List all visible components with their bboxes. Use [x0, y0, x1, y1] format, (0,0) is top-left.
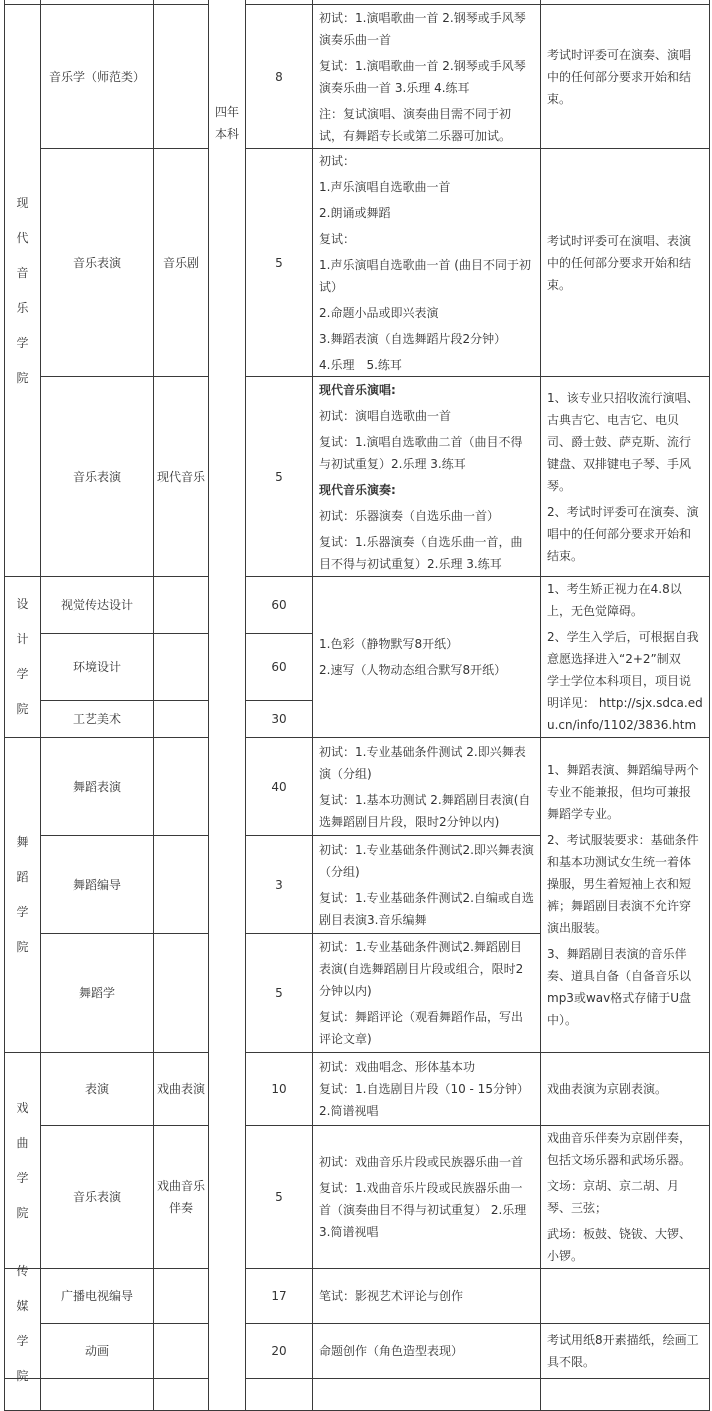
major-cell: [40, 4, 154, 149]
next-row-cell: [312, 1378, 541, 1411]
design-exam-content-cell: [312, 576, 541, 738]
exam-content-text: 2.朗诵或舞蹈: [319, 205, 391, 220]
major-name: 舞蹈学: [78, 986, 115, 1000]
notes-text: 戏曲表演为京剧表演。: [547, 1082, 668, 1096]
exam-content-cell: [312, 148, 541, 377]
major-cell: [40, 737, 154, 836]
college-name: 设 计 学 院: [16, 597, 29, 716]
major-cell: [40, 633, 154, 701]
exam-content-cell: [312, 835, 541, 934]
exam-content-text: 3.舞蹈表演（自选舞蹈片段2分钟）: [319, 331, 507, 346]
direction-cell: [153, 1125, 209, 1269]
exam-content-text: 初试：: [319, 153, 356, 168]
exam-content-text: 复试：舞蹈评论（观看舞蹈作品，写出 评论文章): [319, 1010, 524, 1046]
major-name: 舞蹈编导: [72, 877, 121, 892]
college-cell: [4, 4, 41, 577]
exam-content-text: 复试：1.基本功测试 2.舞蹈剧目表演(自 选舞蹈剧目片段，限时2分钟以内): [319, 792, 531, 829]
next-row-cell: [245, 1378, 313, 1411]
major-name: 动画: [84, 1344, 109, 1358]
enrollment-count: 17: [271, 1289, 287, 1303]
exam-content-text: 复试：1.专业基础条件测试2.自编或自选 剧目表演3.音乐编舞: [319, 890, 534, 927]
exam-content-text: 复试：1.演唱自选歌曲二首（曲目不得 与初试重复）2.乐理 3.练耳: [319, 434, 523, 471]
major-cell: [40, 933, 154, 1053]
notes-text: 2、考试服装要求：基础条件 和基本功测试女生统一着体 操服，男生着短袖上衣和短 裤；舞蹈剧目表演不允许穿 演出服装。: [547, 833, 699, 935]
exam-content-text: 现代音乐演唱:: [319, 382, 396, 397]
major-name: 广播电视编导: [60, 1289, 133, 1303]
enrollment-count: 40: [271, 779, 287, 794]
major-name: 环境设计: [72, 660, 121, 674]
enrollment-count: 8: [275, 69, 283, 84]
major-cell: [40, 1125, 154, 1269]
exam-content-text: 复试：1.演唱歌曲一首 2.钢琴或手风琴 演奏乐曲一首 3.乐理 4.练耳: [319, 58, 526, 95]
notes-cell: [540, 1268, 710, 1324]
count-cell: [245, 633, 313, 701]
notes-cell: [540, 4, 710, 149]
major-cell: [40, 576, 154, 634]
major-name: 视觉传达设计: [60, 598, 133, 612]
college-cell: [4, 737, 41, 1053]
exam-content-cell: [312, 933, 541, 1053]
notes-text: 武场：板鼓、铙钹、大锣、 小锣。: [547, 1227, 692, 1263]
count-cell: [245, 376, 313, 577]
direction-name: 音乐剧: [162, 255, 199, 270]
direction-cell: [153, 148, 209, 377]
direction-cell: [153, 376, 209, 577]
exam-content-cell: [312, 376, 541, 577]
major-name: 音乐表演: [72, 255, 121, 270]
exam-content-cell: [312, 1268, 541, 1324]
major-cell: [40, 148, 154, 377]
direction-cell: [153, 4, 209, 149]
major-cell: [40, 700, 154, 738]
notes-text: 2、考试时评委可在演奏、演 唱中的任何部分要求开始和 结束。: [547, 504, 699, 563]
college-name: 舞 蹈 学 院: [16, 835, 29, 954]
notes-text: 文场：京胡、京二胡、月 琴、三弦；: [547, 1179, 680, 1215]
major-cell: [40, 1052, 154, 1126]
notes-text: 3、舞蹈剧目表演的音乐伴 奏、道具自备（自备音乐以 mp3或wav格式存储于U盘 中）。: [547, 947, 692, 1027]
exam-content-text: 注：复试演唱、演奏曲目需不同于初 试，有舞蹈专长或第二乐器可加试。: [319, 106, 512, 143]
notes-text: 1、该专业只招收流行演唱、 古典吉它、电吉它、电贝 司、爵士鼓、萨克斯、流行 键盘、双排键电子琴、手风 琴。: [547, 390, 699, 493]
exam-content-cell: [312, 737, 541, 836]
exam-content-text: 初试：1.专业基础条件测试2.即兴舞表演 （分组): [319, 842, 534, 879]
notes-cell: [540, 1125, 710, 1269]
count-cell: [245, 148, 313, 377]
direction-cell: [153, 576, 209, 634]
enrollment-count: 60: [271, 598, 287, 612]
enrollment-count: 5: [275, 469, 283, 484]
count-cell: [245, 835, 313, 934]
count-cell: [245, 933, 313, 1053]
college-name: 现 代 音 乐 学 院: [16, 195, 29, 385]
enrollment-count: 3: [275, 877, 283, 892]
notes-cell: [540, 376, 710, 577]
exam-content-text: 2.命题小品或即兴表演: [319, 305, 439, 320]
major-cell: [40, 1268, 154, 1324]
major-name: 音乐表演: [72, 469, 121, 484]
direction-cell: [153, 1052, 209, 1126]
count-cell: [245, 576, 313, 634]
next-row-cell: [540, 1378, 710, 1411]
exam-content-text: 1.声乐演唱自选歌曲一首: [319, 179, 451, 194]
exam-content-text: 2.速写（人物动态组合默写8开纸）: [319, 663, 507, 677]
notes-cell: [540, 1052, 710, 1126]
exam-content-text: 初试：演唱自选歌曲一首: [319, 408, 452, 423]
exam-content-text: 初试：乐器演奏（自选乐曲一首）: [319, 508, 500, 523]
direction-cell: [153, 633, 209, 701]
exam-content-text: 初试：戏曲音乐片段或民族器乐曲一首: [319, 1155, 524, 1169]
design-notes-cell: [540, 576, 710, 738]
exam-content-text: 初试：戏曲唱念、形体基本功 复试：1.自选剧目片段（10 - 15分钟） 2.简谱视唱: [319, 1060, 529, 1118]
enrollment-count: 10: [271, 1082, 287, 1096]
count-cell: [245, 1323, 313, 1379]
direction-cell: [153, 1323, 209, 1379]
direction-cell: [153, 1268, 209, 1324]
exam-content-text: 初试：1.专业基础条件测试2.舞蹈剧目 表演(自选舞蹈剧目片段或组合，限时2 分钟以内): [319, 940, 524, 998]
count-cell: [245, 1125, 313, 1269]
direction-cell: [153, 737, 209, 836]
count-cell: [245, 4, 313, 149]
dance-notes-cell: [540, 737, 710, 1053]
notes-cell: [540, 1323, 710, 1379]
major-cell: [40, 835, 154, 934]
notes-cell: [540, 148, 710, 377]
college-cell: [4, 576, 41, 738]
major-name: 舞蹈表演: [72, 779, 121, 794]
college-cell: [4, 1263, 41, 1383]
direction-name: 现代音乐: [156, 469, 205, 484]
enrollment-count: 30: [271, 712, 287, 726]
exam-content-text: 初试：1.专业基础条件测试 2.即兴舞表 演（分组): [319, 744, 526, 781]
college-name: 传 媒 学 院: [16, 1263, 29, 1383]
major-name: 音乐学（师范类）: [48, 69, 145, 84]
exam-content-text: 初试：1.演唱歌曲一首 2.钢琴或手风琴 演奏乐曲一首: [319, 10, 526, 47]
exam-content-cell: [312, 1323, 541, 1379]
next-row-cell: [40, 1378, 154, 1411]
exam-content-text: 现代音乐演奏:: [319, 482, 396, 497]
exam-content-text: 1.色彩（静物默写8开纸）: [319, 637, 459, 651]
direction-cell: [153, 700, 209, 738]
exam-content-text: 复试：1.乐器演奏（自选乐曲一首，曲 目不得与初试重复）2.乐理 3.练耳: [319, 534, 523, 571]
notes-text: 戏曲音乐伴奏为京剧伴奏， 包括文场乐器和武场乐器。: [547, 1131, 692, 1167]
direction-cell: [153, 835, 209, 934]
notes-text: 考试时评委可在演奏、演唱 中的任何部分要求开始和结 束。: [547, 47, 692, 106]
direction-cell: [153, 933, 209, 1053]
exam-content-cell: [312, 1125, 541, 1269]
exam-content-text: 笔试：影视艺术评论与创作: [319, 1289, 464, 1303]
duration-label: 四年 本科: [214, 105, 239, 141]
college-name: 戏 曲 学 院: [16, 1100, 29, 1220]
count-cell: [245, 700, 313, 738]
enrollment-count: 60: [271, 660, 287, 674]
enrollment-count: 5: [275, 986, 283, 1000]
next-row-cell: [153, 1378, 209, 1411]
major-name: 音乐表演: [72, 1190, 121, 1204]
exam-content-text: 4.乐理 5.练耳: [319, 357, 402, 372]
exam-content-cell: [312, 1052, 541, 1126]
count-cell: [245, 1268, 313, 1324]
notes-text: 考试时评委可在演唱、表演 中的任何部分要求开始和结 束。: [547, 233, 692, 292]
enrollment-count: 20: [271, 1344, 287, 1358]
exam-content-cell: [312, 4, 541, 149]
exam-content-text: 复试：1.戏曲音乐片段或民族器乐曲一 首（演奏曲目不得与初试重复） 2.乐理 3.简谱视唱: [319, 1181, 527, 1239]
exam-content-text: 命题创作（角色造型表现）: [319, 1344, 464, 1358]
major-name: 表演: [84, 1082, 109, 1096]
direction-name: 戏曲表演: [156, 1082, 205, 1096]
major-name: 工艺美术: [72, 712, 121, 726]
major-cell: [40, 1323, 154, 1379]
count-cell: [245, 1052, 313, 1126]
enrollment-count: 5: [275, 1190, 283, 1204]
direction-name: 戏曲音乐 伴奏: [156, 1179, 205, 1215]
notes-text: 1、考生矫正视力在4.8以 上，无色觉障碍。: [547, 582, 682, 618]
notes-text: 2、学生入学后，可根据自我 意愿选择进入“2+2”制双 学士学位本科项目，项目说 明详见： http://sjx.sdca.ed u.cn/info/1102/3836.htm: [547, 630, 703, 732]
duration-cell: [208, 0, 246, 1411]
major-cell: [40, 376, 154, 577]
enrollment-count: 5: [275, 255, 283, 270]
notes-text: 考试用纸8开素描纸，绘画工 具不限。: [547, 1333, 699, 1369]
exam-content-text: 复试：: [319, 231, 356, 246]
notes-text: 1、舞蹈表演、舞蹈编导两个 专业不能兼报，但均可兼报 舞蹈学专业。: [547, 763, 699, 821]
exam-content-text: 1.声乐演唱自选歌曲一首 (曲目不同于初 试）: [319, 257, 531, 294]
count-cell: [245, 737, 313, 836]
college-cell: [4, 1052, 41, 1269]
